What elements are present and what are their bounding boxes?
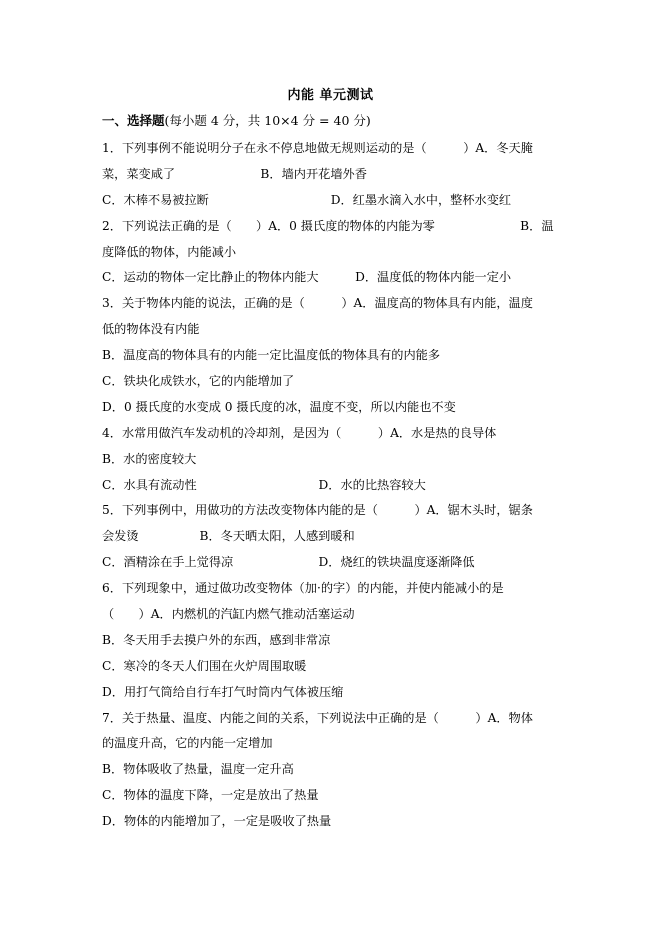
text-line: 菜，菜变咸了 B．墙内开花墙外香 [102, 166, 367, 181]
section-heading: 一、选择题 [102, 113, 165, 128]
section-heading-line [102, 111, 371, 129]
text-line: B．温度高的物体具有的内能一定比温度低的物体具有的内能多 [102, 348, 441, 363]
text-line: 度降低的物体，内能减小 [102, 244, 237, 259]
text-line: C．物体的温度下降，一定是放出了热量 [102, 788, 319, 803]
text-line: D．物体的内能增加了，一定是吸收了热量 [102, 814, 332, 829]
text-line: 会发烫 B．冬天晒太阳，人感到暖和 [102, 529, 355, 544]
text-line: 6．下列现象中，通过做功改变物体（加·的字）的内能，并使内能减小的是 [102, 581, 504, 596]
text-line: C．水具有流动性 D．水的比热容较大 [102, 477, 426, 492]
text-line: C．运动的物体一定比静止的物体内能大 D．温度低的物体内能一定小 [102, 270, 512, 285]
question-list [102, 136, 562, 835]
text-line: B．冬天用手去摸户外的东西，感到非常凉 [102, 632, 331, 647]
text-line: 的温度升高，它的内能一定增加 [102, 736, 273, 751]
text-line: 7．关于热量、温度、内能之间的关系，下列说法中正确的是（ ）A．物体 [102, 710, 533, 725]
section-note: (每小题 4 分，共 10×4 分 = 40 分) [164, 113, 371, 128]
text-line: C．木棒不易被拉断 D．红墨水滴入水中，整杯水变红 [102, 192, 512, 207]
text-line: 2．下列说法正确的是（ ）A．0 摄氏度的物体的内能为零 B．温 [102, 218, 554, 233]
text-line: D．用打气筒给自行车打气时筒内气体被压缩 [102, 684, 344, 699]
text-line: C．铁块化成铁水，它的内能增加了 [102, 374, 295, 389]
text-line: 4．水常用做汽车发动机的冷却剂，是因为（ ）A．水是热的良导体 [102, 425, 497, 440]
text-line: 1．下列事例不能说明分子在永不停息地做无规则运动的是（ ）A．冬天腌 [102, 141, 533, 155]
text-line: 5．下列事例中，用做功的方法改变物体内能的是（ ）A．锯木头时，锯条 [102, 503, 533, 518]
text-line: （ ）A．内燃机的汽缸内燃气推动活塞运动 [102, 607, 355, 622]
text-line: B．物体吸收了热量，温度一定升高 [102, 762, 294, 777]
text-line: C．酒精涂在手上觉得凉 D．烧红的铁块温度逐渐降低 [102, 555, 475, 570]
text-line: B．水的密度较大 [102, 451, 197, 466]
text-line: D．0 摄氏度的水变成 0 摄氏度的冰，温度不变，所以内能也不变 [102, 399, 456, 414]
text-line: C．寒冷的冬天人们围在火炉周围取暖 [102, 658, 307, 673]
page-title: 内能 单元测试 [287, 88, 374, 103]
text-line: 低的物体没有内能 [102, 322, 200, 337]
text-line: 3．关于物体内能的说法，正确的是（ ）A．温度高的物体具有内能，温度 [102, 296, 533, 311]
